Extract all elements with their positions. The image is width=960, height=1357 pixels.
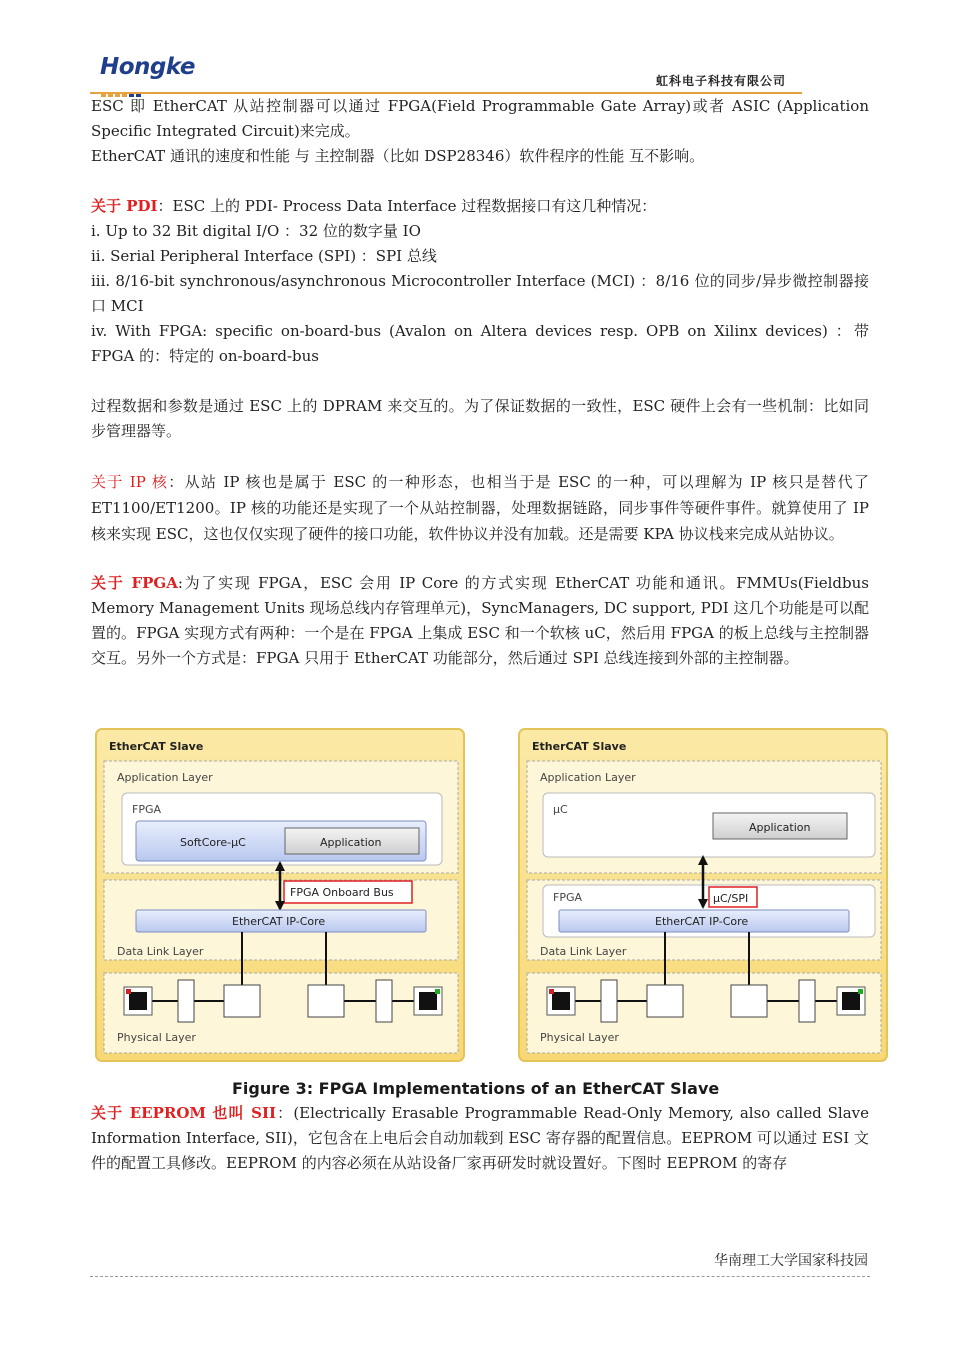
- left-fpga-label: FPGA: [132, 803, 162, 816]
- pdi-item: iv. With FPGA: specific on-board-bus (Avalon on Altera devices resp. OPB on Xilinx devices) ：带 FPGA 的：特定的 on-board-bus: [91, 322, 869, 365]
- ip-label: 关于 IP 核: [91, 473, 169, 491]
- right-dll: Data Link Layer: [540, 945, 627, 958]
- right-app-layer: Application Layer: [540, 771, 636, 784]
- right-phy: Physical Layer: [540, 1031, 619, 1044]
- fpga-label: 关于 FPGA: [91, 574, 178, 592]
- page-header: [0, 0, 960, 100]
- footer-text: 华南理工大学国家科技园: [714, 1253, 868, 1269]
- right-panel: [519, 729, 887, 1061]
- footer-divider: [90, 1276, 870, 1277]
- paragraph-eeprom: [91, 1101, 869, 1176]
- right-application: Application: [749, 821, 811, 834]
- pdi-label: 关于 PDI: [91, 197, 158, 215]
- right-bus-label: µC/SPI: [713, 892, 749, 905]
- left-bus-label: FPGA Onboard Bus: [290, 886, 394, 899]
- right-fpga-label: FPGA: [553, 891, 583, 904]
- ethercat-fpga-figure: [90, 725, 890, 1065]
- pdi-text: ：ESC 上的 PDI- Process Data Interface 过程数据接口有这几种情况：: [157, 197, 657, 215]
- fpga-text: :为了实现 FPGA，ESC 会用 IP Core 的方式实现 EtherCAT 功能和通讯。FMMUs(Fieldbus Memory Management Units 现场总线内存管理单元)，SyncManagers, DC support, PDI 这几个功能是可以配置的。FPGA 实现方式有两种：一个是在 FPGA 上集成 ESC 和一个软核 uC，然后用 FPGA 的板上总线与主控制器交互。另外一个方式是：FPGA 只用于 EtherCAT 功能部分，然后通过 SPI 总线连接到外部的主控制器。: [91, 574, 869, 667]
- right-title: EtherCAT Slave: [532, 740, 627, 753]
- right-uc-label: µC: [553, 803, 568, 816]
- left-application: Application: [320, 836, 382, 849]
- ip-text: ：从站 IP 核也是属于 ESC 的一种形态，也相当于是 ESC 的一种，可以理解为 IP 核只是替代了 ET1100/ET1200。IP 核的功能还是实现了一个从站控制器，处理数据链路，同步事件等硬件事件。就算使用了 IP 核来实现 ESC，这也仅仅实现了硬件的接口功能，软件协议并没有加载。还是需要 KPA 协议栈来完成从站协议。: [91, 473, 869, 543]
- logo-dots: [101, 82, 161, 88]
- pdi-item: i. Up to 32 Bit digital I/O ：32 位的数字量 IO: [91, 222, 421, 240]
- pdi-item: ii. Serial Peripheral Interface (SPI) ：SPI 总线: [91, 247, 437, 265]
- left-dll: Data Link Layer: [117, 945, 204, 958]
- eeprom-text: ：(Electrically Erasable Programmable Read-Only Memory, also called Slave Information Interface, SII)，它包含在上电后会自动加载到 ESC 寄存器的配置信息。EEPROM 可以通过 ESI 文件的配置工具修改。EEPROM 的内容必须在从站设备厂家再研发时就设置好。下图时 EEPROM 的寄存: [91, 1104, 869, 1172]
- left-softcore: SoftCore-µC: [180, 836, 246, 849]
- left-panel: [96, 729, 464, 1061]
- pdi-item: iii. 8/16-bit synchronous/asynchronous Microcontroller Interface (MCI) ：8/16 位的同步/异步微控制器接口 MCI: [91, 272, 869, 315]
- left-app-layer: Application Layer: [117, 771, 213, 784]
- text-block-top: [91, 94, 869, 671]
- paragraph-ip-core: [91, 469, 869, 547]
- paragraph-performance: EtherCAT 通讯的速度和性能 与 主控制器（比如 DSP28346）软件程序的性能 互不影响。: [91, 147, 705, 165]
- paragraph-dpram: 过程数据和参数是通过 ESC 上的 DPRAM 来交互的。为了保证数据的一致性，ESC 硬件上会有一些机制：比如同步管理器等。: [91, 397, 869, 440]
- hongke-logo: Hongke: [100, 54, 195, 80]
- paragraph-pdi: [91, 194, 869, 219]
- right-ipcore: EtherCAT IP-Core: [655, 915, 749, 928]
- text-block-bottom: [91, 1101, 869, 1176]
- eeprom-label: 关于 EEPROM 也叫 SII: [91, 1104, 276, 1122]
- left-ipcore: EtherCAT IP-Core: [232, 915, 326, 928]
- company-name: 虹科电子科技有限公司: [655, 74, 786, 88]
- paragraph-fpga: [91, 571, 869, 671]
- figure-caption: Figure 3: FPGA Implementations of an EtherCAT Slave: [232, 1079, 720, 1098]
- paragraph-esc: ESC 即 EtherCAT 从站控制器可以通过 FPGA(Field Programmable Gate Array)或者 ASIC (Application Specific Integrated Circuit)来完成。: [91, 97, 869, 140]
- left-title: EtherCAT Slave: [109, 740, 204, 753]
- left-phy: Physical Layer: [117, 1031, 196, 1044]
